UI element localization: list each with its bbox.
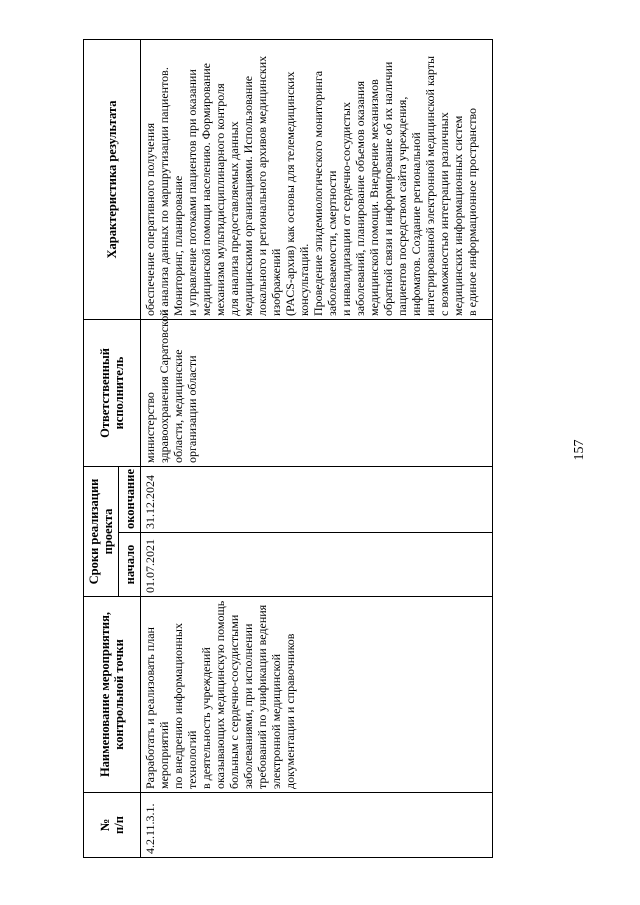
- cell-start: [141, 533, 493, 597]
- result-line: Проведение эпидемиологического мониторинга: [311, 70, 325, 316]
- result-line: обеспечение оперативного получения: [143, 123, 157, 316]
- responsible-line: министерство: [143, 392, 157, 463]
- header-result: Характеристика результата: [84, 40, 141, 320]
- result-line: пациентов посредством сайта учреждения,: [395, 96, 409, 316]
- responsible-line: области, медицинские: [171, 349, 185, 463]
- cell-result: [141, 40, 493, 320]
- table-container: [83, 40, 492, 858]
- result-line: для анализа предоставляемых данных: [227, 121, 241, 316]
- header-number: [84, 793, 141, 858]
- cell-end: [141, 467, 493, 533]
- result-line: (PACS-архив) как основы для телемедицинских: [283, 71, 297, 316]
- header-responsible: [84, 320, 141, 467]
- result-line: локального и регионального архивов медицинских: [255, 55, 269, 316]
- page-number: 157: [572, 439, 587, 461]
- table-body: [141, 40, 493, 858]
- cell-number-text: 4.2.11.3.1.: [143, 803, 157, 854]
- result-line: с возможностью интеграции различных: [437, 112, 451, 316]
- result-line: механизма мультидисциплинарного контроля: [213, 83, 227, 316]
- result-line: и инвалидизации от сердечно-сосудистых: [339, 102, 353, 316]
- header-period: [84, 467, 119, 597]
- cell-end-text: 31.12.2024: [143, 475, 157, 529]
- header-period-line: Сроки реализации: [87, 478, 101, 585]
- cell-start-text: 01.07.2021: [143, 539, 157, 593]
- cell-number: [141, 793, 493, 858]
- name-line: по внедрению информационных: [171, 623, 185, 789]
- name-line: заболеваниями, при исполнении: [241, 623, 255, 789]
- header-number-line: п/п: [112, 816, 126, 834]
- result-line: медицинской помощи. Внедрение механизмов: [367, 79, 381, 316]
- name-line: мероприятий: [157, 721, 171, 789]
- result-line: изображений: [269, 248, 283, 316]
- name-line: оказывающих медицинскую помощь: [213, 600, 227, 789]
- result-line: медицинских информационных систем: [451, 115, 465, 316]
- name-line: больным с сердечно-сосудистыми: [227, 614, 241, 789]
- header-name: [84, 597, 141, 793]
- result-line: и управление потоками пациентов при оказании: [185, 69, 199, 316]
- result-line: медицинскими организациями. Использование: [241, 75, 255, 316]
- responsible-line: организации области: [185, 355, 199, 463]
- result-line: в единое информационное пространство: [465, 107, 479, 316]
- result-line: интегрированной электронной медицинской карты: [423, 55, 437, 316]
- name-line: в деятельность учреждений: [199, 647, 213, 789]
- header-name-line: Наименование мероприятия,: [98, 611, 112, 778]
- result-line: заболеваний, планирование объемов оказания: [353, 80, 367, 316]
- result-line: Мониторинг, планирование: [171, 175, 185, 316]
- result-line: инфоматов. Создание региональной: [409, 132, 423, 316]
- plan-table: [83, 39, 493, 858]
- header-end: окончание: [119, 467, 141, 533]
- result-line: и анализа данных по маршрутизации пациентов.: [157, 67, 171, 316]
- result-line: заболеваемости, смертности: [325, 170, 339, 316]
- name-line: требований по унификации ведения: [255, 604, 269, 789]
- header-name-line: контрольной точки: [112, 639, 126, 750]
- header-row: [84, 40, 119, 858]
- table-header: [84, 40, 141, 858]
- name-line: Разработать и реализовать план: [143, 627, 157, 789]
- header-responsible-line: Ответственный: [98, 348, 112, 438]
- name-line: документации и справочников: [283, 633, 297, 789]
- header-period-line: проекта: [101, 508, 115, 555]
- header-responsible-line: исполнитель: [112, 356, 126, 430]
- result-line: медицинской помощи населению. Формирование: [199, 63, 213, 316]
- responsible-line: здравоохранения Саратовской: [157, 309, 171, 463]
- header-start: начало: [119, 533, 141, 597]
- table-row: [141, 40, 493, 858]
- result-line: консультаций.: [297, 243, 311, 316]
- cell-name: [141, 597, 493, 793]
- name-line: технологий: [185, 730, 199, 789]
- result-line: обратной связи и информирование об их наличии: [381, 61, 395, 316]
- cell-responsible: [141, 309, 493, 467]
- name-line: электронной медицинской: [269, 653, 283, 789]
- header-number-line: №: [98, 818, 112, 832]
